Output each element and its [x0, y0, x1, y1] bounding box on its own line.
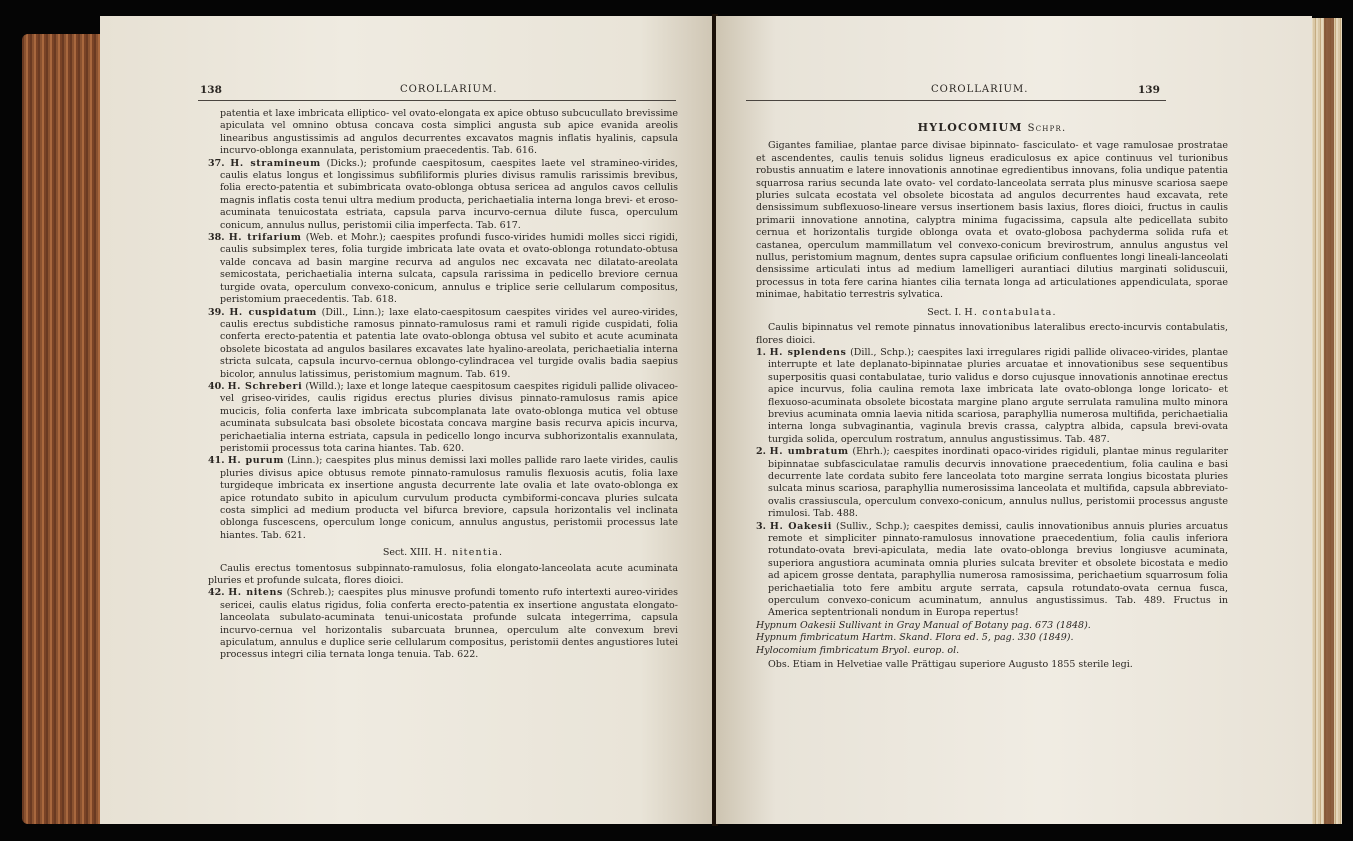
species-name: H. cuspidatum	[229, 306, 317, 318]
book-left-edge	[22, 34, 102, 824]
observation-note: Obs. Etiam in Helvetiae valle Prättigau superiore Augusto 1855 sterile legi.	[768, 659, 1133, 671]
section-description: Caulis bipinnatus vel remote pinnatus innovationibus lateralibus erecto-incurvis contabulatis, flores dioici.	[756, 322, 1228, 346]
entry-39: 39. H. cuspidatum (Dill., Linn.); laxe elato-caespitosum caespites virides vel aureo-virides, caulis erectus subdistiche ramosus pinnato-ramulosus rami et ramuli rigide cuspidati, folia conferta erecto-patentia et patentia late ovato-oblonga obtusa vel subito et acute acuminata obsolete bicostata ad angulos basilares excavates late hyalino-areolata, perichaetialia interna stricta sulcata, capsula incurvo-cernua oblongo-cylindracea vel turgide ovalis badia saepius bicolor, annulus latissimus, peristomium magnum. Tab. 619.	[208, 306, 678, 380]
right-page-header: COROLLARIUM.	[931, 84, 1029, 95]
synonym-reference: Hypnum Oakesii Sullivant in Gray Manual of Botany pag. 673 (1848).	[756, 619, 1091, 631]
entry-1: 1. H. splendens (Dill., Schp.); caespites laxi irregulares rigidi pallide olivaceo-virides, plantae interrupte et late deplanato-bipinnatae pluries arcuatae et innovationibus sese sequentibus superpositis quasi contabulatae, turio validus e dorso cujusque innovationis annotinae erectus apice incurvus, folia caulina remota laxe imbricata late ovato-oblonga longe loricato- et flexuoso-acuminata obsolete bicostata margine plano argute serrulata ramulina multo minora brevius acuminata omnia laevia nitida scariosa, paraphyllia numerosa multifida, perichaetialia interna longa subvaginantia, vaginula brevis crassa, calyptra albida, capsula brevi-ovata turgida solida, operculum rostratum, annulus angustissimus. Tab. 487.	[756, 346, 1228, 445]
right-page-body	[756, 122, 1228, 671]
left-intro: patentia et laxe imbricata elliptico- vel ovato-elongata ex apice obtuso subcucullato brevissime apiculata vel omnino obtusa concava costa simplici angusta sub apice evanida areolis linearibus angustissimis ad angulos decurrentes excavatos magnis inflatis hyalinis, capsula incurvo-oblonga exannulata, peristomium praecedentis. Tab. 616.	[220, 108, 678, 157]
entry-2: 2. H. umbratum (Ehrh.); caespites inordinati opaco-virides rigiduli, plantae minus regulariter bipinnatae subfasciculatae ramulis decurvis innovatione praecedentium, folia caulina e basi decurrente late cordata subito fere lanceolata toto margine serrata longius bicostata pluries sulcata minus scariosa, paraphyllia numerosissima lanceolata et multifida, capsula abbreviato-ovalis crassiuscula, operculum convexo-conicum, annulus nullus, peristomii processus anguste rimulosi. Tab. 488.	[756, 446, 1228, 520]
section-description: Caulis erectus tomentosus subpinnato-ramulosus, folia elongato-lanceolata acute acuminata pluries et profunde sulcata, flores dioici.	[208, 562, 678, 587]
species-name: H. purum	[227, 455, 284, 467]
left-page	[100, 16, 714, 824]
species-name: H. nitens	[228, 587, 284, 599]
synonym-reference: Hypnum fimbricatum Hartm. Skand. Flora ed. 5, pag. 330 (1849).	[756, 632, 1074, 644]
genus-title: HYLOCOMIUM Schpr.	[917, 121, 1067, 134]
species-name: H. stramineum	[230, 157, 321, 169]
left-page-body	[208, 108, 678, 662]
entry-40: 40. H. Schreberi (Willd.); laxe et longe lateque caespitosum caespites rigiduli pallide olivaceo-vel griseo-virides, caulis rigidus erectus pluries divisus pinnato-ramulosus ramis apice mucicis, folia conferta laxe imbricata subcomplanata late ovato-oblonga mutica vel obtuse acuminata subsulcata basi obsolete bicostata concava margine basis recurva apicis incurva, perichaetialia interna estriata, capsula in pedicello longo incurva subhorizontalis exannulata, peristomii processus tota carina hiantes. Tab. 620.	[208, 380, 678, 454]
genus-description: Gigantes familiae, plantae parce divisae bipinnato- fasciculato- et vage ramulosae prostratae et ascendentes, caulis tenuis solidus ligneus eradiculosus ex apice continuus vel turionibus robustis annuatim e latere innovationis annotinae egredientibus innovans, folia undique patentia squarrosa rarius secunda late ovato- vel cordato-lanceolata serrata plus minusve scariosa saepe pluries sulcata ecostata vel obsolete bicostata ad angulos decurrentes haud excavata, rete densissimum subflexuoso-lineare versus insertionem basis laxius, flores dioici, fructus in caulis primarii innovatione annotina, calyptra minima fugacissima, capsula alte pedicellata subito cernua et horizontalis turgide oblonga ovata et ovato-globosa pachyderma solida rufa et castanea, operculum mammillatum vel convexo-conicum brevirostrum, annulus angustus vel nullus, peristomium magnum, dentes supra capsulae orificium confluentes longi lineali-lanceolati densissime articulati intus ad medium lamelligeri aurantiaci dilutius marginati soliduscuii, processus in tota fere carina hiantes cilia ternata longa ad articulationes appendiculata, sporae minimae, habitatio terrestris sylvatica.	[756, 140, 1228, 301]
species-name: H. Oakesii	[769, 520, 833, 532]
right-header-rule	[746, 100, 1166, 101]
right-page	[716, 16, 1312, 824]
left-page-header: COROLLARIUM.	[400, 84, 498, 95]
right-page-number: 139	[1138, 84, 1160, 96]
book-right-edge-shadow	[1324, 18, 1334, 824]
synonym-reference: Hylocomium fimbricatum Bryol. europ. ol.	[756, 644, 960, 656]
species-name: H. splendens	[769, 346, 847, 358]
species-name: H. trifarium	[228, 232, 302, 244]
species-name: H. Schreberi	[227, 380, 303, 392]
entry-41: 41. H. purum (Linn.); caespites plus minus demissi laxi molles pallide raro laete virides, caulis pluries divisus apice obtusus remote pinnato-ramulosus ramulis flexuosis acutis, folia laxe turgideque imbricata ex insertione angusta decurrente late ovalia et late ovato-oblonga ex apice rotundato subito in apiculum curvulum producta cymbiformi-concava pluries sulcata costa simplici ad medium producta vel bifurca breviore, capsula horizontalis vel inclinata oblonga fuscescens, operculum longe conicum, annulus angustus, peristomii processus late hiantes. Tab. 621.	[208, 455, 678, 541]
species-name: H. umbratum	[769, 446, 849, 458]
entry-38: 38. H. trifarium (Web. et Mohr.); caespites profundi fusco-virides humidi molles sicci rigidi, caulis subsimplex teres, folia turgide imbricata late ovata et ovato-oblonga rotundato-obtusa valde concava ad basin margine recurva ad angulos nec excavata nec dilatato-areolata semicostata, perichaetialia interna sulcata, capsula rarissima in pedicello breviore cernua turgide ovata, operculum convexo-conicum, annulus e triplice serie cellularum compositus, peristomium praecedentis. Tab. 618.	[208, 232, 678, 306]
book	[22, 14, 1342, 832]
entry-37: 37. H. stramineum (Dicks.); profunde caespitosum, caespites laete vel stramineo-virides, caulis elatus longus et longissimus subfiliformis pluries divisus ramulis rarissimis brevibus, folia erecto-patentia et subimbricata ovato-oblonga obtusa sericea ad angulos cavos cellulis magnis inflatis costa tenui ultra medium producta, perichaetialia interna longa brevi- et eroso-acuminata tenuicostata estriata, capsula parva incurvo-cernua dilute fusca, operculum conicum, annulus nullus, peristomii cilia imperfecta. Tab. 617.	[208, 157, 678, 231]
section-heading: Sect. XIII. H. nitentia.	[382, 547, 504, 559]
left-header-rule	[198, 100, 676, 101]
left-page-number: 138	[200, 84, 222, 96]
entry-3: 3. H. Oakesii (Sulliv., Schp.); caespites demissi, caulis innovationibus annuis pluries arcuatus remote et simpliciter pinnato-ramulosus innovatione praecedentium, folia caulis inferiora rotundato-ovata brevi-apiculata, media late ovato-oblonga brevius longiusve acuminata, superiora angustiora acuminata omnia pluries sulcata breviter et obsolete bicostata e medio ad apicem grosse dentata, paraphyllia numerosa ramosissima, perichaetium squarrosum folia perichaetialia toto fere ambitu argute serrata, capsula rotundato-ovata cernua fusca, operculum convexo-conicum acuminatum, annulus angustissimus. Tab. 489. Fructus in America septentrionali nondum in Europa repertus!	[756, 520, 1228, 619]
section-heading: Sect. I. H. contabulata.	[927, 306, 1057, 318]
entry-42: 42. H. nitens (Schreb.); caespites plus minusve profundi tomento rufo intertexti aureo-virides sericei, caulis elatus rigidus, folia conferta erecto-patentia ex insertione angustata elongato-lanceolata subulato-acuminata tenui-unicostata profunde sulcata integerrima, capsula incurvo-cernua vel horizontalis subarcuata brunnea, operculum alte convexum brevi apiculatum, annulus e duplice serie cellularum compositus, peristomii dentes angustiores lutei processus integri cilia ternata longa tenuia. Tab. 622.	[208, 587, 678, 661]
